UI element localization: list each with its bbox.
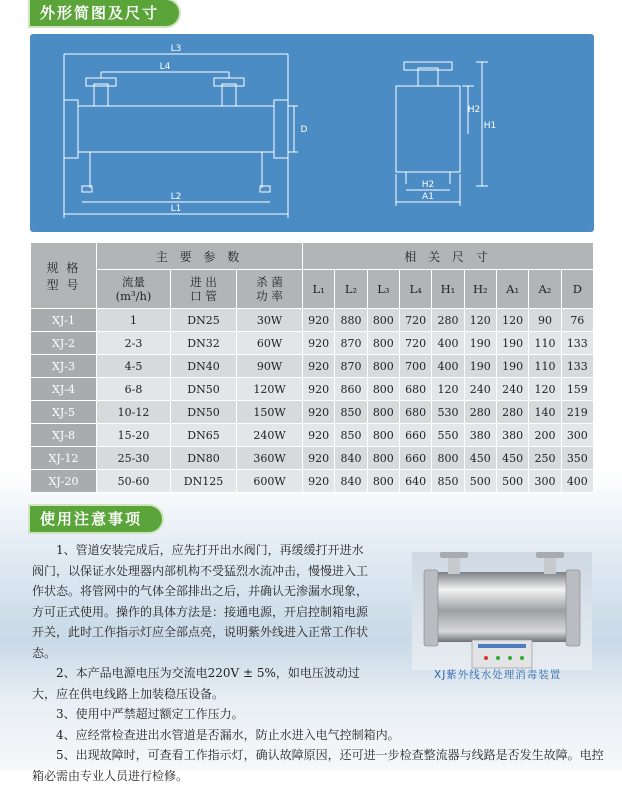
dimension-cell: 640: [399, 470, 431, 493]
dimension-cell: 450: [496, 447, 528, 470]
header-A2: A₂: [529, 270, 561, 309]
model-cell: XJ-8: [31, 424, 97, 447]
dimension-cell: 76: [561, 309, 593, 332]
header-L1: L₁: [303, 270, 335, 309]
dimension-cell: 280: [496, 401, 528, 424]
model-cell: XJ-2: [31, 332, 97, 355]
note-4: 4、应经常检查进出水管道是否漏水，防止水进入电气控制箱内。: [56, 727, 400, 742]
dimension-cell: 920: [303, 447, 335, 470]
dimension-cell: 680: [399, 401, 431, 424]
power-cell: 240W: [237, 424, 303, 447]
power-cell: 600W: [237, 470, 303, 493]
flow-cell: 1: [97, 309, 171, 332]
dimension-cell: 500: [496, 470, 528, 493]
end-pipe: [418, 68, 438, 86]
dimension-cell: 240: [464, 378, 496, 401]
table-row: [31, 355, 594, 378]
dimension-cell: 190: [496, 355, 528, 378]
outline-drawing: [30, 34, 594, 232]
dimension-cell: 280: [464, 401, 496, 424]
flow-cell: 25-30: [97, 447, 171, 470]
pipe-cell: DN50: [171, 378, 237, 401]
dimension-cell: 920: [303, 355, 335, 378]
dimension-cell: 550: [432, 424, 464, 447]
dimension-cell: 90: [529, 309, 561, 332]
label-L3: L3: [170, 44, 182, 54]
header-flow: 流量 (m³/h): [97, 270, 171, 309]
pipe-cell: DN125: [171, 470, 237, 493]
header-D: D: [561, 270, 593, 309]
dimension-cell: 800: [367, 378, 399, 401]
model-cell: XJ-4: [31, 378, 97, 401]
dimension-cell: 110: [529, 355, 561, 378]
dimension-cell: 800: [367, 355, 399, 378]
dimension-cell: 380: [464, 424, 496, 447]
spec-table: [30, 242, 594, 493]
dimension-cell: 530: [432, 401, 464, 424]
header-L3: L₃: [367, 270, 399, 309]
dimension-cell: 870: [335, 355, 367, 378]
dimension-cell: 800: [432, 447, 464, 470]
table-row: [31, 470, 594, 493]
dimension-cell: 840: [335, 447, 367, 470]
dimension-cell: 680: [399, 378, 431, 401]
dimension-cell: 800: [367, 309, 399, 332]
header-dimensions: 相 关 尺 寸: [303, 243, 594, 270]
dimension-cell: 280: [432, 309, 464, 332]
header-pipe: 进 出 口 管: [171, 270, 237, 309]
dimension-cell: 800: [367, 470, 399, 493]
power-cell: 120W: [237, 378, 303, 401]
header-A1: A₁: [496, 270, 528, 309]
power-cell: 90W: [237, 355, 303, 378]
pipe-cell: DN80: [171, 447, 237, 470]
label-D: D: [300, 125, 308, 135]
header-power: 杀 菌 功 率: [237, 270, 303, 309]
pipe-cell: DN25: [171, 309, 237, 332]
header-L2: L₂: [335, 270, 367, 309]
dimension-cell: 860: [335, 378, 367, 401]
note-3: 3、使用中严禁超过额定工作压力。: [56, 707, 244, 721]
header-L4: L₄: [399, 270, 431, 309]
flow-cell: 4-5: [97, 355, 171, 378]
note-1: 1、管道安装完成后，应先打开出水阀门，再缓缓打开进水阀门，以保证水处理器内部机构不受猛烈水流冲击，慢慢进入工作状态。将管网中的气体全部排出之后，并确认无渗漏水现象，方可正式使用。操作的具体方法是：接通电源，开启控制箱电源开关，此时工作指示灯应全部点亮，说明紫外线进入正常工作状态。: [32, 543, 369, 660]
header-H1: H₁: [432, 270, 464, 309]
dimension-cell: 250: [529, 447, 561, 470]
side-right-flange: [274, 100, 288, 158]
label-H2-vertical: H2: [467, 105, 481, 115]
dimension-cell: 840: [335, 470, 367, 493]
product-photo: [412, 552, 592, 670]
dimension-cell: 200: [529, 424, 561, 447]
dimension-cell: 219: [561, 401, 593, 424]
side-left-pipe: [94, 84, 108, 106]
flow-cell: 50-60: [97, 470, 171, 493]
dimensions-title: 外形简图及尺寸: [30, 0, 179, 26]
flow-cell: 6-8: [97, 378, 171, 401]
dimension-cell: 300: [561, 424, 593, 447]
flow-cell: 10-12: [97, 401, 171, 424]
dimension-cell: 120: [496, 309, 528, 332]
note-2: 2、本产品电源电压为交流电220V ± 5%，如电压波动过大，应在供电线路上加装稳压设备。: [32, 666, 360, 701]
table-row: [31, 424, 594, 447]
dimension-cell: 400: [561, 470, 593, 493]
dimension-cell: 120: [432, 378, 464, 401]
dimension-cell: 850: [335, 401, 367, 424]
power-cell: 360W: [237, 447, 303, 470]
flow-cell: 15-20: [97, 424, 171, 447]
label-L2: L2: [170, 192, 182, 202]
pipe-cell: DN40: [171, 355, 237, 378]
label-A1: A1: [422, 192, 434, 202]
pipe-cell: DN50: [171, 401, 237, 424]
dimension-cell: 800: [367, 332, 399, 355]
note-5: 5、出现故障时，可查看工作指示灯，确认故障原因，还可进一步检查整流器与线路是否发生故障。电控箱必需由专业人员进行检修。: [32, 748, 604, 783]
dimension-cell: 920: [303, 424, 335, 447]
model-cell: XJ-20: [31, 470, 97, 493]
dimension-cell: 850: [335, 424, 367, 447]
table-row: [31, 378, 594, 401]
side-left-flange: [64, 100, 78, 158]
power-cell: 60W: [237, 332, 303, 355]
dimension-cell: 800: [367, 447, 399, 470]
power-cell: 150W: [237, 401, 303, 424]
dimension-diagram: [30, 34, 594, 232]
header-model: 规 格 型 号: [31, 243, 97, 309]
label-L4: L4: [159, 62, 171, 72]
end-pipe-cap: [404, 62, 452, 70]
dimension-cell: 110: [529, 332, 561, 355]
label-L1: L1: [170, 204, 182, 214]
table-row: [31, 332, 594, 355]
label-H2: H2: [421, 180, 435, 190]
model-cell: XJ-1: [31, 309, 97, 332]
table-row: [31, 401, 594, 424]
dimension-cell: 450: [464, 447, 496, 470]
header-H2: H₂: [464, 270, 496, 309]
photo-caption: XJ紫外线水处理消毒装置: [434, 669, 562, 681]
dimension-cell: 380: [496, 424, 528, 447]
dimension-cell: 120: [464, 309, 496, 332]
dimension-cell: 920: [303, 401, 335, 424]
dimension-cell: 300: [529, 470, 561, 493]
dimension-cell: 190: [464, 355, 496, 378]
dimension-cell: 159: [561, 378, 593, 401]
pipe-cell: DN65: [171, 424, 237, 447]
label-H1: H1: [483, 121, 497, 131]
dimension-cell: 140: [529, 401, 561, 424]
dimension-cell: 920: [303, 378, 335, 401]
side-left-pipe-cap: [86, 78, 116, 86]
power-cell: 30W: [237, 309, 303, 332]
pipe-cell: DN32: [171, 332, 237, 355]
dimension-cell: 500: [464, 470, 496, 493]
side-right-pipe-cap: [214, 78, 244, 86]
dimension-cell: 120: [529, 378, 561, 401]
dimension-cell: 133: [561, 332, 593, 355]
dimension-cell: 800: [367, 401, 399, 424]
model-cell: XJ-3: [31, 355, 97, 378]
dimension-cell: 870: [335, 332, 367, 355]
side-body: [78, 106, 274, 152]
dimension-cell: 660: [399, 424, 431, 447]
model-cell: XJ-12: [31, 447, 97, 470]
side-right-pipe: [222, 84, 236, 106]
dimension-cell: 720: [399, 332, 431, 355]
dimension-cell: 400: [432, 332, 464, 355]
flow-cell: 2-3: [97, 332, 171, 355]
end-body: [396, 86, 460, 172]
dimension-cell: 350: [561, 447, 593, 470]
dimension-cell: 700: [399, 355, 431, 378]
dimension-cell: 660: [399, 447, 431, 470]
dimension-cell: 190: [496, 332, 528, 355]
dimension-cell: 190: [464, 332, 496, 355]
dimension-cell: 133: [561, 355, 593, 378]
dimension-cell: 800: [367, 424, 399, 447]
dimension-cell: 850: [432, 470, 464, 493]
header-main-params: 主 要 参 数: [97, 243, 303, 270]
model-cell: XJ-5: [31, 401, 97, 424]
dimension-cell: 920: [303, 309, 335, 332]
dimension-cell: 880: [335, 309, 367, 332]
dimension-cell: 400: [432, 355, 464, 378]
dimension-cell: 920: [303, 470, 335, 493]
table-row: [31, 309, 594, 332]
usage-title: 使用注意事项: [30, 506, 162, 532]
table-row: [31, 447, 594, 470]
dimension-cell: 720: [399, 309, 431, 332]
dimension-cell: 920: [303, 332, 335, 355]
dimension-cell: 240: [496, 378, 528, 401]
